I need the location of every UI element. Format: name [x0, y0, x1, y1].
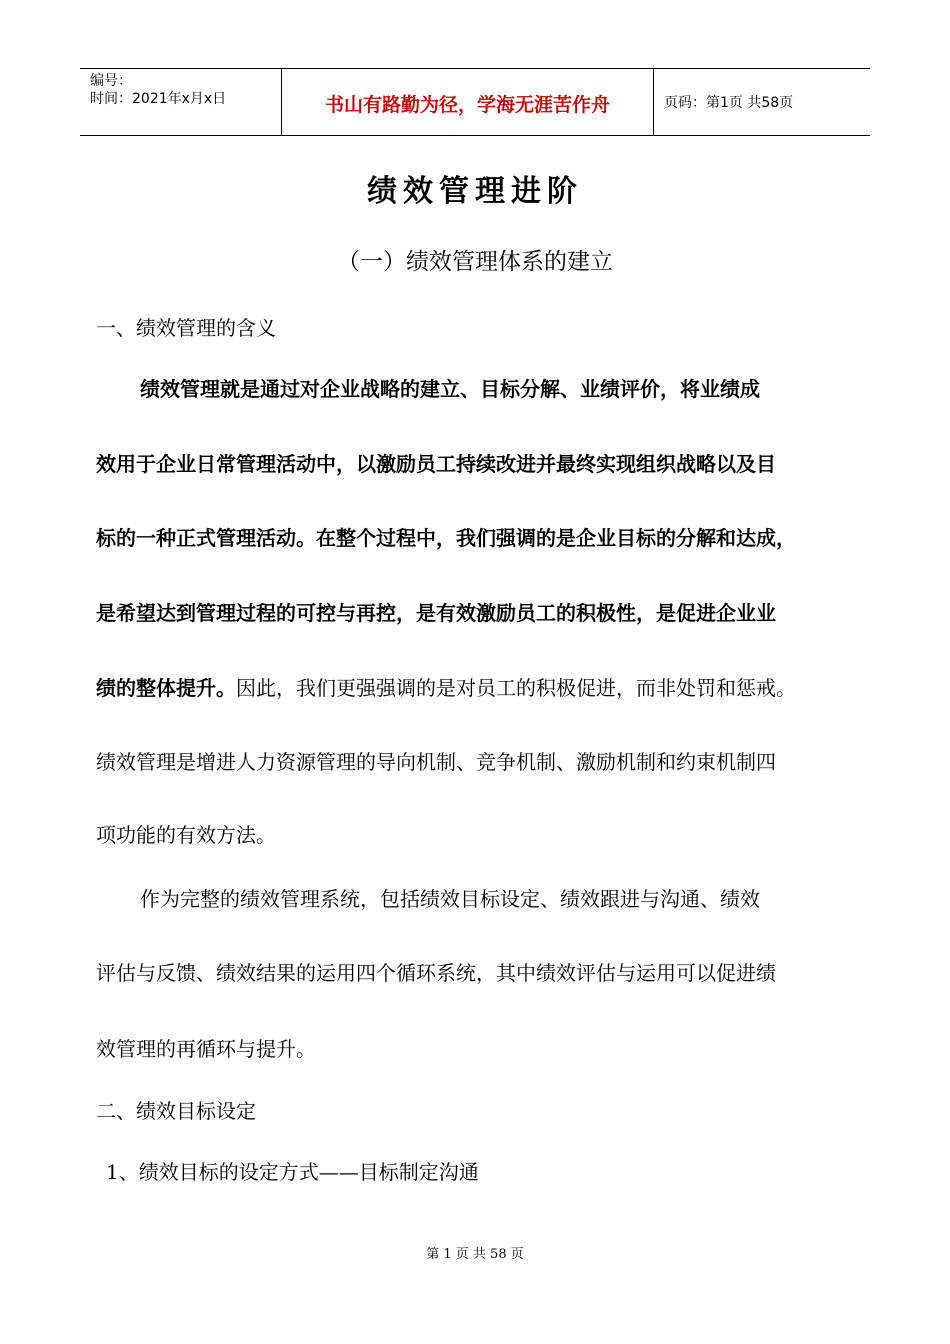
document-number-label: 编号：: [90, 73, 132, 89]
paragraph-line: 评估与反馈、绩效结果的运用四个循环系统，其中绩效评估与运用可以促进绩: [96, 961, 776, 985]
document-title: 绩效管理进阶: [367, 174, 583, 209]
paragraph-line: 项功能的有效方法。: [96, 823, 276, 847]
header-page-info: 页码：第1页 共58页: [664, 95, 794, 111]
paragraph-line: 是希望达到管理过程的可控与再控，是有效激励员工的积极性，是促进企业业: [96, 601, 776, 625]
paragraph-line: 标的一种正式管理活动。在整个过程中，我们强调的是企业目标的分解和达成，: [96, 526, 796, 550]
header-page-cell: [654, 69, 870, 135]
header-meta-cell: [80, 69, 282, 135]
paragraph-line: 绩效管理就是通过对企业战略的建立、目标分解、业绩评价，将业绩成: [140, 377, 760, 401]
paragraph-line: 效用于企业日常管理活动中，以激励员工持续改进并最终实现组织战略以及目: [96, 452, 776, 476]
header-motto: 书山有路勤为径，学海无涯苦作舟: [324, 94, 610, 116]
paragraph-line: 效管理的再循环与提升。: [96, 1037, 316, 1061]
heading-goal-setting: 二、绩效目标设定: [96, 1099, 256, 1123]
paragraph-line: 作为完整的绩效管理系统，包括绩效目标设定、绩效跟进与沟通、绩效: [140, 887, 760, 911]
paragraph-line: [96, 673, 796, 703]
section-title: （一）绩效管理体系的建立: [337, 249, 613, 275]
subheading-goal-method: 1、绩效目标的设定方式——目标制定沟通: [106, 1160, 479, 1184]
paragraph-text-segment: 因此，我们更强强调的是对员工的积极促进，而非处罚和惩戒。: [236, 676, 796, 700]
heading-meaning: 一、绩效管理的含义: [96, 316, 276, 340]
header-motto-cell: [282, 69, 654, 135]
document-header: [80, 68, 870, 136]
paragraph-line: 绩效管理是增进人力资源管理的导向机制、竞争机制、激励机制和约束机制四: [96, 750, 776, 774]
paragraph-bold-segment: 绩的整体提升。: [96, 676, 236, 700]
page-footer: 第 1 页 共 58 页: [426, 1247, 524, 1262]
document-date: 时间：2021年x月x日: [90, 91, 227, 107]
